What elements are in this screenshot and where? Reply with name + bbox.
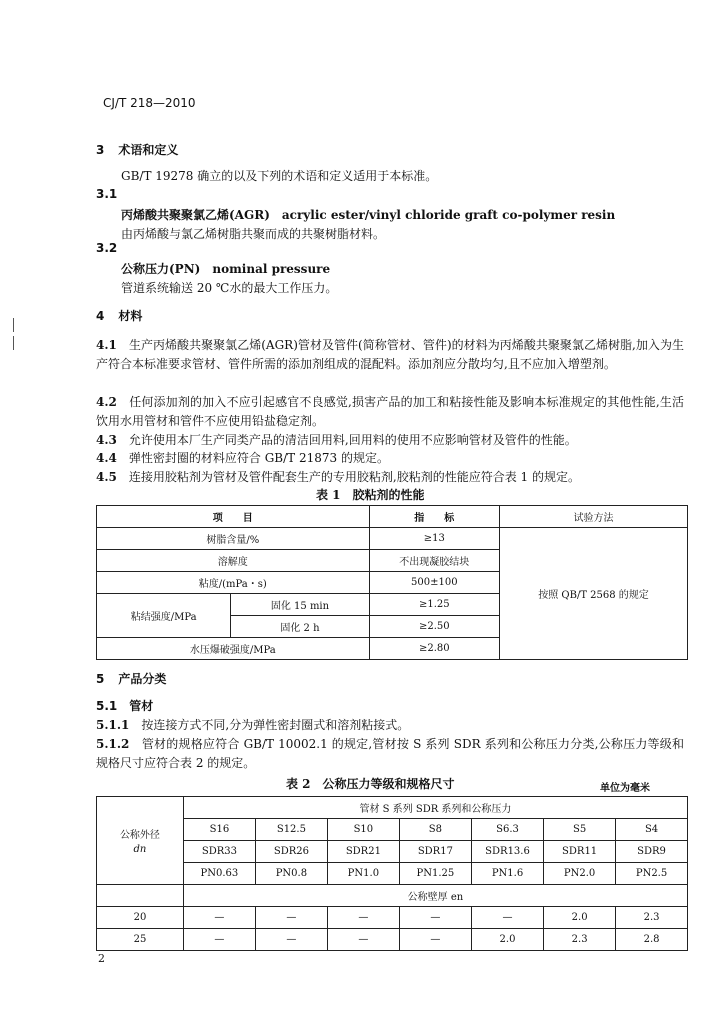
table-cell: — — [399, 907, 471, 929]
term-3-2-number: 3.2 — [96, 241, 118, 255]
table-cell: SDR11 — [544, 841, 616, 863]
table-cell: — — [471, 907, 543, 929]
table-cell: 2.3 — [544, 929, 616, 951]
table-2-od-header — [97, 797, 184, 885]
table-cell: PN0.63 — [183, 863, 255, 885]
table-cell: PN1.6 — [471, 863, 543, 885]
table-cell: — — [183, 929, 255, 951]
table-cell: 树脂含量/% — [97, 528, 370, 550]
table-cell: — — [183, 907, 255, 929]
table-cell: 2.0 — [471, 929, 543, 951]
table-cell: ≥13 — [369, 528, 499, 550]
table-1 — [96, 505, 688, 660]
term-3-2-definition: 管道系统输送 20 ℃水的最大工作压力。 — [121, 281, 338, 295]
table-cell: — — [255, 907, 327, 929]
clause-4-1: 4.1 生产丙烯酸共聚聚氯乙烯(AGR)管材及管件(简称管材、管件)的材料为丙烯酸共聚聚氯乙烯树脂,加入为生产符合本标准要求管材、管件所需的添加剂组成的混配料。添加剂应分散均匀,且不应加入增塑剂。 — [96, 338, 684, 371]
table-cell: S4 — [616, 819, 688, 841]
table-cell: 固化 2 h — [231, 616, 369, 638]
table-cell: SDR17 — [399, 841, 471, 863]
table-cell: 500±100 — [369, 572, 499, 594]
term-3-2: 公称压力(PN) nominal pressure — [121, 262, 331, 276]
table-cell: ≥2.50 — [369, 616, 499, 638]
table-cell: ≥1.25 — [369, 594, 499, 616]
table-cell: PN1.0 — [327, 863, 399, 885]
page-number: 2 — [98, 952, 105, 965]
table-cell: 固化 15 min — [231, 594, 369, 616]
section-5-1-heading: 5.1 管材 — [96, 699, 154, 713]
table-cell: — — [255, 929, 327, 951]
table-2-wall-header: 公称壁厚 en — [183, 885, 687, 907]
od-symbol: dn — [133, 844, 147, 855]
table-row — [97, 907, 688, 929]
section-4-heading: 4 材料 — [96, 309, 143, 323]
table-2-caption: 表 2 公称压力等级和规格尺寸 — [286, 777, 455, 791]
clause-5-1-2: 5.1.2 管材的规格应符合 GB/T 10002.1 的规定,管材按 S 系列 SDR 系列和公称压力分类,公称压力等级和规格尺寸应符合表 2 的规定。 — [96, 737, 684, 770]
table-cell: S10 — [327, 819, 399, 841]
table-cell: PN2.0 — [544, 863, 616, 885]
table-cell: S16 — [183, 819, 255, 841]
section-3-intro: GB/T 19278 确立的以及下列的术语和定义适用于本标准。 — [121, 169, 438, 183]
term-3-1-number: 3.1 — [96, 187, 118, 201]
table-row — [97, 929, 688, 951]
table-row — [97, 841, 688, 863]
clause-4-5: 4.5 连接用胶粘剂为管材及管件配套生产的专用胶粘剂,胶粘剂的性能应符合表 1 的规定。 — [96, 470, 580, 484]
table-1-method-cell: 按照 QB/T 2568 的规定 — [500, 528, 688, 660]
table-1-caption: 表 1 胶粘剂的性能 — [316, 488, 425, 502]
table-cell: 25 — [97, 929, 184, 951]
section-5-heading: 5 产品分类 — [96, 672, 167, 686]
table-1-header-item: 项 目 — [97, 506, 370, 528]
table-cell: S8 — [399, 819, 471, 841]
table-cell — [97, 885, 184, 907]
table-cell: SDR33 — [183, 841, 255, 863]
table-2 — [96, 796, 688, 951]
table-cell: PN1.25 — [399, 863, 471, 885]
scan-mark — [13, 318, 14, 332]
document-header: CJ/T 218—2010 — [103, 96, 196, 110]
table-cell: — — [399, 929, 471, 951]
clause-5-1-1: 5.1.1 按连接方式不同,分为弹性密封圈式和溶剂粘接式。 — [96, 718, 410, 732]
scan-mark — [13, 336, 14, 350]
table-cell: SDR21 — [327, 841, 399, 863]
table-cell: SDR13.6 — [471, 841, 543, 863]
table-cell: 粘结强度/MPa — [97, 594, 231, 638]
clause-4-3: 4.3 允许使用本厂生产同类产品的清洁回用料,回用料的使用不应影响管材及管件的性能。 — [96, 433, 577, 447]
table-cell: 粘度/(mPa・s) — [97, 572, 370, 594]
table-cell: 2.0 — [544, 907, 616, 929]
table-1-header-method: 试验方法 — [500, 506, 688, 528]
table-2-unit: 单位为毫米 — [600, 783, 650, 794]
table-row — [97, 528, 688, 550]
od-label: 公称外径 — [119, 830, 160, 841]
table-1-header-value: 指 标 — [369, 506, 499, 528]
table-cell: PN0.8 — [255, 863, 327, 885]
table-row — [97, 863, 688, 885]
term-3-1-definition: 由丙烯酸与氯乙烯树脂共聚而成的共聚树脂材料。 — [121, 227, 386, 241]
table-cell: — — [327, 907, 399, 929]
clause-4-2: 4.2 任何添加剂的加入不应引起感官不良感觉,损害产品的加工和粘接性能及影响本标准规定的其他性能,生活饮用水用管材和管件不应使用铅盐稳定剂。 — [96, 395, 684, 428]
table-cell: ≥2.80 — [369, 638, 499, 660]
table-cell: 溶解度 — [97, 550, 370, 572]
table-cell: PN2.5 — [616, 863, 688, 885]
table-cell: 不出现凝胶结块 — [369, 550, 499, 572]
table-cell: S5 — [544, 819, 616, 841]
table-cell: 2.8 — [616, 929, 688, 951]
table-cell: SDR26 — [255, 841, 327, 863]
table-cell: S6.3 — [471, 819, 543, 841]
table-cell: — — [327, 929, 399, 951]
section-3-heading: 3 术语和定义 — [96, 143, 179, 157]
table-cell: 水压爆破强度/MPa — [97, 638, 370, 660]
clause-4-4: 4.4 弹性密封圈的材料应符合 GB/T 21873 的规定。 — [96, 451, 389, 465]
table-2-group-header: 管材 S 系列 SDR 系列和公称压力 — [183, 797, 687, 819]
table-cell: SDR9 — [616, 841, 688, 863]
table-cell: 20 — [97, 907, 184, 929]
table-row — [97, 819, 688, 841]
table-cell: S12.5 — [255, 819, 327, 841]
term-3-1: 丙烯酸共聚聚氯乙烯(AGR) acrylic ester/vinyl chloride graft co-polymer resin — [121, 208, 616, 222]
table-cell: 2.3 — [616, 907, 688, 929]
